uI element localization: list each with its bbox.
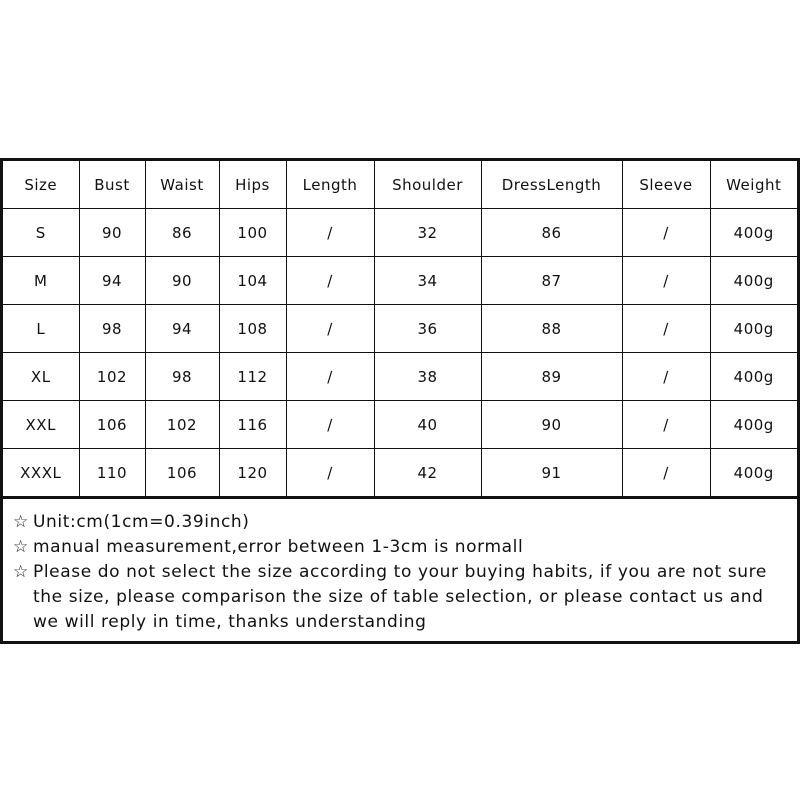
header-waist: Waist <box>145 161 219 209</box>
table-row <box>3 209 797 257</box>
cell-length: / <box>286 305 374 353</box>
header-weight: Weight <box>710 161 797 209</box>
size-chart <box>0 158 800 644</box>
cell-sleeve: / <box>622 353 710 401</box>
cell-weight: 400g <box>710 209 797 257</box>
cell-dress-length: 89 <box>481 353 622 401</box>
star-outline-icon: ☆ <box>13 512 29 532</box>
cell-size: XXL <box>3 401 79 449</box>
cell-size: M <box>3 257 79 305</box>
note-text: Unit:cm(1cm=0.39inch) <box>33 512 250 532</box>
table-row <box>3 401 797 449</box>
cell-bust: 94 <box>79 257 145 305</box>
cell-hips: 116 <box>219 401 286 449</box>
cell-shoulder: 40 <box>374 401 481 449</box>
cell-waist: 94 <box>145 305 219 353</box>
cell-hips: 112 <box>219 353 286 401</box>
cell-shoulder: 34 <box>374 257 481 305</box>
cell-waist: 86 <box>145 209 219 257</box>
note-selection-advice <box>13 560 788 635</box>
cell-hips: 120 <box>219 449 286 498</box>
cell-size: S <box>3 209 79 257</box>
header-bust: Bust <box>79 161 145 209</box>
header-length: Length <box>286 161 374 209</box>
cell-length: / <box>286 401 374 449</box>
cell-sleeve: / <box>622 449 710 498</box>
cell-hips: 100 <box>219 209 286 257</box>
note-unit <box>13 510 788 535</box>
cell-weight: 400g <box>710 305 797 353</box>
cell-waist: 106 <box>145 449 219 498</box>
size-table <box>3 161 797 499</box>
cell-weight: 400g <box>710 401 797 449</box>
cell-bust: 90 <box>79 209 145 257</box>
cell-shoulder: 36 <box>374 305 481 353</box>
header-sleeve: Sleeve <box>622 161 710 209</box>
cell-length: / <box>286 209 374 257</box>
header-dress-length: DressLength <box>481 161 622 209</box>
cell-bust: 106 <box>79 401 145 449</box>
cell-hips: 108 <box>219 305 286 353</box>
cell-dress-length: 88 <box>481 305 622 353</box>
cell-bust: 110 <box>79 449 145 498</box>
cell-sleeve: / <box>622 305 710 353</box>
cell-length: / <box>286 353 374 401</box>
cell-length: / <box>286 257 374 305</box>
note-text: Please do not select the size according to your buying habits, if you are not sure the size, please comparison the size of table selection, or please contact us and we will reply in time, thanks understanding <box>33 562 767 632</box>
table-row <box>3 353 797 401</box>
cell-sleeve: / <box>622 209 710 257</box>
cell-length: / <box>286 449 374 498</box>
note-measurement <box>13 535 788 560</box>
cell-shoulder: 42 <box>374 449 481 498</box>
cell-bust: 102 <box>79 353 145 401</box>
cell-size: XXXL <box>3 449 79 498</box>
table-row <box>3 449 797 498</box>
star-outline-icon: ☆ <box>13 562 29 582</box>
cell-weight: 400g <box>710 449 797 498</box>
cell-size: L <box>3 305 79 353</box>
cell-sleeve: / <box>622 257 710 305</box>
size-notes <box>13 510 788 635</box>
table-row <box>3 305 797 353</box>
cell-waist: 98 <box>145 353 219 401</box>
header-hips: Hips <box>219 161 286 209</box>
cell-weight: 400g <box>710 353 797 401</box>
cell-shoulder: 38 <box>374 353 481 401</box>
cell-sleeve: / <box>622 401 710 449</box>
cell-waist: 90 <box>145 257 219 305</box>
cell-dress-length: 87 <box>481 257 622 305</box>
cell-shoulder: 32 <box>374 209 481 257</box>
cell-weight: 400g <box>710 257 797 305</box>
star-outline-icon: ☆ <box>13 537 29 557</box>
cell-dress-length: 91 <box>481 449 622 498</box>
header-shoulder: Shoulder <box>374 161 481 209</box>
table-header-row <box>3 161 797 209</box>
cell-size: XL <box>3 353 79 401</box>
cell-bust: 98 <box>79 305 145 353</box>
note-text: manual measurement,error between 1-3cm is normall <box>33 537 524 557</box>
cell-hips: 104 <box>219 257 286 305</box>
table-row <box>3 257 797 305</box>
cell-dress-length: 90 <box>481 401 622 449</box>
header-size: Size <box>3 161 79 209</box>
cell-waist: 102 <box>145 401 219 449</box>
cell-dress-length: 86 <box>481 209 622 257</box>
